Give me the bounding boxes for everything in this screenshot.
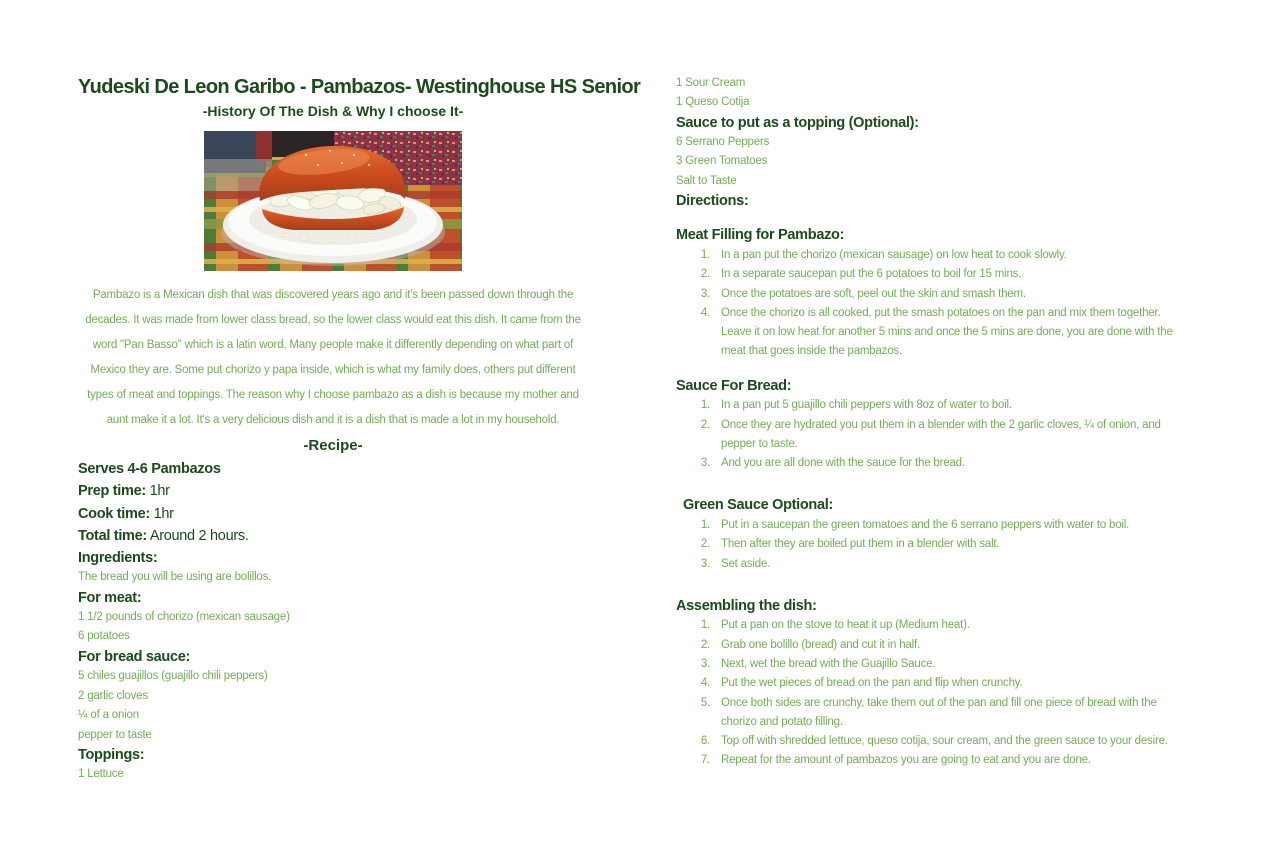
ingredients-sections [78, 548, 588, 785]
direction-step: 2. In a separate saucepan put the 6 potatoes to boil for 15 mins. [713, 265, 1181, 284]
ingredient-item: ¼ of a onion [78, 709, 139, 722]
recipe-meta-line [78, 503, 588, 525]
ingredient-section [78, 548, 588, 588]
section-heading: Green Sauce Optional: [683, 497, 834, 514]
ingredient-item: 6 potatoes [78, 630, 130, 643]
direction-step: 1. Put a pan on the stove to heat it up (Medium heat). [713, 616, 1181, 635]
direction-step: 7. Repeat for the amount of pambazos you are going to eat and you are done. [713, 751, 1181, 770]
ingredient-section [78, 745, 588, 785]
intro-line: Mexico they are. Some put chorizo y papa inside, which is what my family does, others put different [90, 364, 576, 376]
ingredient-section [78, 647, 588, 745]
intro-line: types of meat and toppings. The reason why I choose pambazo as a dish is because my mother and [87, 389, 579, 401]
ingredient-item: 1 Queso Cotija [676, 96, 750, 109]
intro-line: Pambazo is a Mexican dish that was discovered years ago and it's been passed down through the [92, 289, 574, 301]
direction-steps [676, 246, 1181, 362]
section-heading: For meat: [78, 589, 142, 606]
direction-step: 2. Once they are hydrated you put them in a blender with the 2 garlic cloves, ¼ of onion, and pepper to taste. [713, 416, 1181, 455]
direction-steps [676, 396, 1181, 473]
toppings-continued-list [676, 74, 1181, 113]
direction-step: 3. Set aside. [713, 555, 1181, 574]
ingredient-item: 6 Serrano Peppers [676, 136, 770, 149]
direction-step: 1. In a pan put 5 guajillo chili peppers with 8oz of water to boil. [713, 396, 1181, 415]
left-column [78, 74, 641, 785]
section-heading: Ingredients: [78, 549, 158, 566]
meta-label: Serves 4-6 Pambazos [78, 461, 221, 477]
pambazo-photo [204, 131, 462, 271]
direction-section [676, 376, 1181, 474]
intro-line: word "Pan Basso" which is a latin word. Many people make it differently depending on what part of [92, 339, 574, 351]
direction-step: 4. Once the chorizo is all cooked, put the smash potatoes on the pan and mix them together. Leave it on low heat for another 5 mins and once the 5 mins are done, you are done with the meat that goes inside the pambazos. [713, 304, 1181, 362]
section-heading: Sauce For Bread: [676, 377, 792, 394]
direction-step: 2. Grab one bolillo (bread) and cut it in half. [713, 636, 1181, 655]
meta-label: Total time: [78, 528, 147, 545]
directions-heading: Directions: [676, 192, 749, 209]
section-heading: Toppings: [78, 746, 145, 763]
direction-section [676, 596, 1181, 771]
recipe-meta-line [78, 480, 588, 502]
section-heading: For bread sauce: [78, 648, 191, 665]
direction-step: 3. Once the potatoes are soft, peel out the skin and smash them. [713, 285, 1181, 304]
direction-step: 3. Next, wet the bread with the Guajillo Sauce. [713, 655, 1181, 674]
page-title: Yudeski De Leon Garibo - Pambazos- Westinghouse HS Senior [78, 76, 641, 98]
intro-line: decades. It was made from lower class bread, so the lower class would eat this dish. It came from the [85, 314, 581, 326]
pambazo-photo-graphic [204, 131, 462, 271]
ingredient-item: 1 1/2 pounds of chorizo (mexican sausage) [78, 611, 290, 624]
ingredient-section [78, 588, 588, 647]
right-column [676, 74, 1181, 771]
meta-label: Cook time: [78, 505, 150, 522]
meta-value: Around 2 hours. [146, 528, 249, 545]
direction-step: 5. Once both sides are crunchy, take them out of the pan and fill one piece of bread with the chorizo and potato filling. [713, 694, 1181, 733]
direction-step: 2. Then after they are boiled put them in a blender with salt. [713, 535, 1181, 554]
ingredient-item: 5 chiles guajillos (guajillo chili peppers) [78, 670, 268, 683]
meta-value: 1hr [145, 483, 170, 500]
section-heading: Meat Filling for Pambazo: [676, 227, 845, 244]
direction-step: 6. Top off with shredded lettuce, queso cotija, sour cream, and the green sauce to your desire. [713, 732, 1181, 751]
direction-steps [676, 616, 1181, 770]
direction-section [676, 495, 1181, 573]
ingredient-item: The bread you will be using are bolillos. [78, 571, 272, 584]
direction-section [676, 225, 1181, 361]
page-subtitle: -History Of The Dish & Why I choose It- [202, 103, 464, 119]
ingredient-item: 1 Sour Cream [676, 77, 746, 89]
direction-steps [676, 516, 1181, 574]
meta-value: 1hr [149, 505, 174, 522]
direction-step: 4. Put the wet pieces of bread on the pan and flip when crunchy. [713, 674, 1181, 693]
direction-step: 1. Put in a saucepan the green tomatoes and the 6 serrano peppers with water to boil. [713, 516, 1181, 535]
section-heading: Assembling the dish: [676, 597, 817, 614]
direction-step: 1. In a pan put the chorizo (mexican sausage) on low heat to cook slowly. [713, 246, 1181, 265]
recipe-meta-line [78, 525, 588, 547]
recipe-meta [78, 458, 588, 548]
ingredient-item: pepper to taste [78, 728, 152, 741]
ingredient-item: 2 garlic cloves [78, 689, 148, 702]
section-heading: Sauce to put as a topping (Optional): [676, 114, 919, 131]
directions-sections [676, 225, 1181, 770]
optional-sauce-items [676, 133, 1181, 191]
ingredient-item: 3 Green Tomatoes [676, 155, 768, 168]
optional-sauce-section [676, 113, 1181, 191]
direction-step: 3. And you are all done with the sauce for the bread. [713, 454, 1181, 473]
ingredient-item: 1 Lettuce [78, 768, 124, 781]
recipe-heading: -Recipe- [303, 437, 363, 454]
ingredient-item: Salt to Taste [676, 174, 737, 187]
recipe-meta-line [78, 458, 588, 480]
meta-label: Prep time: [78, 483, 146, 500]
intro-paragraph [78, 283, 588, 433]
intro-line: aunt make it a lot. It's a very delicious dish and it is a dish that is made a lot in my household. [106, 414, 560, 426]
